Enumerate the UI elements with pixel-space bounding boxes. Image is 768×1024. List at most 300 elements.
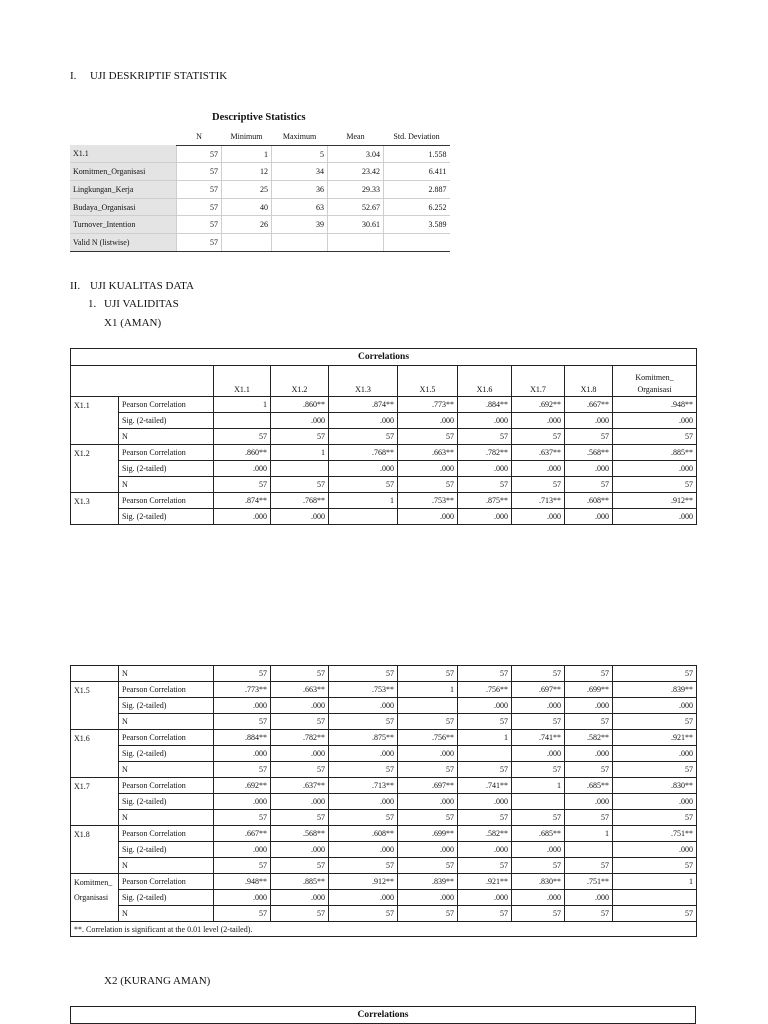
correlations-column-header: X1.2: [271, 366, 329, 397]
correlations-value-cell: .741**: [512, 730, 565, 746]
correlations-value-cell: .000: [214, 794, 271, 810]
correlations-column-header: Komitmen_ Organisasi: [613, 366, 697, 397]
correlations-value-cell: .000: [214, 890, 271, 906]
correlations-value-cell: .000: [512, 746, 565, 762]
descriptive-cell: 3.04: [328, 145, 384, 163]
correlations-value-cell: .000: [613, 698, 697, 714]
correlations-value-cell: .874**: [214, 493, 271, 509]
correlations-stat-label: N: [119, 762, 214, 778]
correlations-value-cell: .753**: [398, 493, 458, 509]
subsection-1-heading: [88, 298, 179, 310]
correlations-value-cell: [512, 794, 565, 810]
correlations-stat-label: Sig. (2-tailed): [119, 698, 214, 714]
correlations-value-cell: .000: [512, 698, 565, 714]
descriptive-stats-table: [70, 128, 450, 252]
correlations-value-cell: .000: [398, 509, 458, 525]
correlations-value-cell: .874**: [329, 397, 398, 413]
descriptive-cell: 34: [272, 163, 328, 181]
descriptive-header-std-deviation: Std. Deviation: [384, 128, 450, 145]
correlations-row: [71, 874, 697, 890]
correlations-value-cell: [271, 461, 329, 477]
correlations-value-cell: .885**: [271, 874, 329, 890]
correlations-stat-label: Sig. (2-tailed): [119, 413, 214, 429]
correlations-value-cell: .000: [458, 842, 512, 858]
correlations-value-cell: 57: [329, 714, 398, 730]
correlations-value-cell: .713**: [512, 493, 565, 509]
correlations-value-cell: .000: [565, 461, 613, 477]
correlations-value-cell: .608**: [329, 826, 398, 842]
correlations-value-cell: .000: [458, 698, 512, 714]
correlations-row: [71, 906, 697, 922]
descriptive-header-maximum: Maximum: [272, 128, 328, 145]
correlations-value-cell: 57: [565, 477, 613, 493]
correlations-value-cell: .741**: [458, 778, 512, 794]
correlations-value-cell: .860**: [271, 397, 329, 413]
correlations-value-cell: 57: [271, 906, 329, 922]
correlations-row: [71, 810, 697, 826]
correlations-column-header: X1.7: [512, 366, 565, 397]
correlations-value-cell: 57: [398, 666, 458, 682]
correlations-value-cell: .948**: [613, 397, 697, 413]
correlations-row: [71, 746, 697, 762]
correlations-row: [71, 698, 697, 714]
correlations-value-cell: 57: [398, 714, 458, 730]
correlations-value-cell: .751**: [565, 874, 613, 890]
correlations-stat-label: Pearson Correlation: [119, 493, 214, 509]
descriptive-row-label: Komitmen_Organisasi: [70, 163, 177, 181]
correlations-value-cell: .000: [512, 413, 565, 429]
correlations-corner-cell: [71, 366, 119, 397]
correlations-value-cell: .000: [329, 746, 398, 762]
correlations-value-cell: 57: [458, 429, 512, 445]
correlations-value-cell: .768**: [271, 493, 329, 509]
correlations-continued-variable-cell: [71, 666, 119, 682]
correlations-row: [71, 509, 697, 525]
correlations-value-cell: .582**: [565, 730, 613, 746]
correlations-value-cell: .000: [271, 794, 329, 810]
correlations-value-cell: 57: [458, 810, 512, 826]
correlations-value-cell: .697**: [512, 682, 565, 698]
correlations-value-cell: .921**: [458, 874, 512, 890]
correlations-stat-label: Sig. (2-tailed): [119, 890, 214, 906]
correlations-value-cell: .000: [398, 746, 458, 762]
correlations-table-x1-part2: [70, 665, 697, 937]
correlations-variable-label: Komitmen_ Organisasi: [71, 874, 119, 922]
correlations-value-cell: 57: [512, 429, 565, 445]
correlations-value-cell: .921**: [613, 730, 697, 746]
correlations-table-x2: [70, 1006, 696, 1024]
correlations-value-cell: 57: [512, 762, 565, 778]
correlations-column-header: X1.8: [565, 366, 613, 397]
correlations-title: Correlations: [71, 349, 697, 366]
correlations-value-cell: 57: [613, 810, 697, 826]
correlations-value-cell: .782**: [458, 445, 512, 461]
correlations-value-cell: .692**: [214, 778, 271, 794]
correlations-value-cell: 57: [613, 714, 697, 730]
descriptive-cell: 6.411: [384, 163, 450, 181]
correlations-value-cell: 57: [398, 429, 458, 445]
correlations-stat-label: Pearson Correlation: [119, 778, 214, 794]
correlations-value-cell: .663**: [271, 682, 329, 698]
correlations-value-cell: 1: [512, 778, 565, 794]
correlations-value-cell: 57: [512, 477, 565, 493]
correlations-value-cell: .000: [458, 413, 512, 429]
correlations-value-cell: .773**: [398, 397, 458, 413]
descriptive-header-n: N: [177, 128, 222, 145]
correlations-value-cell: 57: [613, 477, 697, 493]
correlations-value-cell: .667**: [214, 826, 271, 842]
correlations-value-cell: 57: [214, 429, 271, 445]
descriptive-stats-title: Descriptive Statistics: [212, 112, 306, 123]
correlations-stat-label: N: [119, 906, 214, 922]
correlations-value-cell: .000: [398, 413, 458, 429]
correlations-value-cell: .697**: [398, 778, 458, 794]
correlations-value-cell: 57: [613, 429, 697, 445]
correlations-variable-label: X1.2: [71, 445, 119, 493]
correlations-column-header: X1.3: [329, 366, 398, 397]
correlations-value-cell: .568**: [271, 826, 329, 842]
correlations-value-cell: .000: [458, 461, 512, 477]
correlations-value-cell: .000: [398, 461, 458, 477]
descriptive-header-minimum: Minimum: [222, 128, 272, 145]
descriptive-cell: 23.42: [328, 163, 384, 181]
descriptive-cell: 25: [222, 181, 272, 199]
correlations-value-cell: .000: [214, 842, 271, 858]
descriptive-row-label: Valid N (listwise): [70, 234, 177, 252]
correlations-value-cell: .568**: [565, 445, 613, 461]
correlations-value-cell: .000: [458, 890, 512, 906]
correlations-value-cell: .685**: [565, 778, 613, 794]
correlations-variable-label: X1.3: [71, 493, 119, 525]
descriptive-cell: 40: [222, 198, 272, 216]
correlations-value-cell: [329, 509, 398, 525]
correlations-value-cell: 57: [458, 762, 512, 778]
correlations-value-cell: .875**: [458, 493, 512, 509]
descriptive-cell: [222, 234, 272, 252]
correlations-table-x1-part1: [70, 348, 697, 525]
x2-kurang-aman-label: X2 (KURANG AMAN): [104, 975, 211, 987]
correlations-value-cell: .912**: [329, 874, 398, 890]
correlations-stat-label: Sig. (2-tailed): [119, 509, 214, 525]
correlations-value-cell: 57: [271, 714, 329, 730]
descriptive-cell: 57: [177, 234, 222, 252]
correlations-row: [71, 413, 697, 429]
section-2-number: II.: [70, 280, 81, 292]
section-2-title: UJI KUALITAS DATA: [90, 280, 194, 292]
correlations-value-cell: .875**: [329, 730, 398, 746]
correlations-value-cell: 1: [271, 445, 329, 461]
descriptive-header-row: [70, 128, 450, 145]
correlations-value-cell: .000: [329, 698, 398, 714]
correlations-row: [71, 730, 697, 746]
correlations-row: [71, 778, 697, 794]
correlations-value-cell: .000: [329, 890, 398, 906]
descriptive-cell: 57: [177, 145, 222, 163]
correlations-row: [71, 794, 697, 810]
correlations-value-cell: 57: [398, 906, 458, 922]
correlations-value-cell: .000: [565, 746, 613, 762]
correlations-row: [71, 493, 697, 509]
correlations-value-cell: 57: [214, 906, 271, 922]
correlations-value-cell: 1: [458, 730, 512, 746]
correlations-value-cell: .699**: [398, 826, 458, 842]
descriptive-row-label: Lingkungan_Kerja: [70, 181, 177, 199]
descriptive-corner-cell: [70, 128, 177, 145]
correlations-value-cell: .000: [565, 509, 613, 525]
correlations-value-cell: .000: [613, 413, 697, 429]
correlations-row: [71, 461, 697, 477]
correlations-stat-label: Sig. (2-tailed): [119, 794, 214, 810]
descriptive-cell: 29.33: [328, 181, 384, 199]
correlations-value-cell: 57: [458, 714, 512, 730]
correlations-value-cell: .756**: [398, 730, 458, 746]
correlations-value-cell: .884**: [458, 397, 512, 413]
correlations-value-cell: 57: [329, 810, 398, 826]
correlations-row: [71, 429, 697, 445]
correlations-value-cell: [214, 413, 271, 429]
descriptive-cell: 39: [272, 216, 328, 234]
correlations-x2-title-row: [71, 1007, 696, 1024]
descriptive-cell: 63: [272, 198, 328, 216]
correlations-value-cell: .000: [271, 842, 329, 858]
correlations-value-cell: .692**: [512, 397, 565, 413]
correlations-value-cell: .912**: [613, 493, 697, 509]
correlations-value-cell: .000: [565, 794, 613, 810]
descriptive-cell: 1.558: [384, 145, 450, 163]
correlations-value-cell: .753**: [329, 682, 398, 698]
correlations-value-cell: 57: [271, 858, 329, 874]
correlations-value-cell: 57: [214, 666, 271, 682]
correlations-row: [71, 397, 697, 413]
correlations-value-cell: .000: [512, 509, 565, 525]
correlations-footnote: **. Correlation is significant at the 0.01 level (2-tailed).: [71, 922, 697, 937]
correlations-value-cell: 57: [214, 762, 271, 778]
correlations-value-cell: .000: [613, 461, 697, 477]
correlations-value-cell: .000: [329, 794, 398, 810]
correlations-row: [71, 762, 697, 778]
correlations-value-cell: 57: [512, 858, 565, 874]
correlations-value-cell: .884**: [214, 730, 271, 746]
correlations-value-cell: .000: [214, 509, 271, 525]
correlations-value-cell: .830**: [613, 778, 697, 794]
correlations-row: [71, 890, 697, 906]
correlations-value-cell: .000: [329, 842, 398, 858]
subsection-1-number: 1.: [88, 298, 97, 310]
correlations-value-cell: .663**: [398, 445, 458, 461]
correlations-value-cell: .713**: [329, 778, 398, 794]
correlations-value-cell: .756**: [458, 682, 512, 698]
correlations-value-cell: .839**: [398, 874, 458, 890]
descriptive-cell: 57: [177, 198, 222, 216]
correlations-value-cell: 57: [329, 477, 398, 493]
correlations-value-cell: 57: [214, 810, 271, 826]
descriptive-cell: 57: [177, 163, 222, 181]
correlations-value-cell: 57: [398, 477, 458, 493]
correlations-row: [71, 714, 697, 730]
correlations-value-cell: .582**: [458, 826, 512, 842]
correlations-value-cell: .000: [271, 509, 329, 525]
correlations-value-cell: 1: [613, 874, 697, 890]
correlations-value-cell: .000: [613, 746, 697, 762]
correlations-value-cell: .000: [613, 842, 697, 858]
correlations-stat-label: Pearson Correlation: [119, 730, 214, 746]
correlations-value-cell: 57: [329, 858, 398, 874]
subsection-1-title: UJI VALIDITAS: [104, 298, 179, 310]
correlations-value-cell: .000: [398, 794, 458, 810]
descriptive-row: [70, 163, 450, 181]
correlations-stat-label: Sig. (2-tailed): [119, 461, 214, 477]
correlations-value-cell: 57: [565, 714, 613, 730]
correlations-value-cell: 57: [565, 810, 613, 826]
correlations-value-cell: .000: [271, 746, 329, 762]
correlations-value-cell: .637**: [271, 778, 329, 794]
descriptive-cell: 1: [222, 145, 272, 163]
correlations-value-cell: .000: [271, 890, 329, 906]
correlations-value-cell: .000: [458, 794, 512, 810]
correlations-row: [71, 826, 697, 842]
descriptive-cell: 2.887: [384, 181, 450, 199]
descriptive-cell: 26: [222, 216, 272, 234]
correlations-stat-label: Pearson Correlation: [119, 874, 214, 890]
correlations-value-cell: .000: [613, 509, 697, 525]
correlations-value-cell: [398, 698, 458, 714]
correlations-value-cell: 57: [398, 810, 458, 826]
correlations-row: [71, 666, 697, 682]
descriptive-cell: 3.589: [384, 216, 450, 234]
section-2-heading: [70, 280, 194, 292]
correlations-value-cell: .000: [214, 698, 271, 714]
descriptive-row: [70, 145, 450, 163]
correlations-value-cell: 57: [613, 906, 697, 922]
correlations-value-cell: 57: [565, 906, 613, 922]
correlations-row: [71, 445, 697, 461]
section-1-title: UJI DESKRIPTIF STATISTIK: [90, 70, 228, 82]
descriptive-cell: 57: [177, 181, 222, 199]
correlations-stat-label: Pearson Correlation: [119, 826, 214, 842]
correlations-value-cell: [458, 746, 512, 762]
correlations-value-cell: 57: [329, 906, 398, 922]
correlations-value-cell: .000: [565, 413, 613, 429]
x1-aman-label: X1 (AMAN): [104, 317, 162, 329]
correlations-value-cell: 57: [458, 666, 512, 682]
correlations-column-header: X1.1: [214, 366, 271, 397]
correlations-x2-title: Correlations: [71, 1007, 696, 1024]
correlations-value-cell: .782**: [271, 730, 329, 746]
correlations-value-cell: 57: [329, 762, 398, 778]
correlations-value-cell: .637**: [512, 445, 565, 461]
correlations-value-cell: 1: [565, 826, 613, 842]
correlations-stat-label: Pearson Correlation: [119, 397, 214, 413]
correlations-value-cell: .000: [329, 461, 398, 477]
correlations-stat-label: Sig. (2-tailed): [119, 842, 214, 858]
correlations-value-cell: .000: [458, 509, 512, 525]
correlations-value-cell: 57: [512, 810, 565, 826]
correlations-value-cell: .685**: [512, 826, 565, 842]
correlations-value-cell: 57: [271, 666, 329, 682]
descriptive-row: [70, 216, 450, 234]
correlations-value-cell: .667**: [565, 397, 613, 413]
descriptive-cell: 57: [177, 216, 222, 234]
correlations-value-cell: 57: [398, 858, 458, 874]
correlations-value-cell: 57: [329, 666, 398, 682]
correlations-corner-cell: [119, 366, 214, 397]
correlations-variable-label: X1.7: [71, 778, 119, 826]
correlations-value-cell: .000: [512, 890, 565, 906]
correlations-value-cell: .000: [565, 890, 613, 906]
correlations-value-cell: 57: [214, 858, 271, 874]
correlations-variable-label: X1.6: [71, 730, 119, 778]
correlations-value-cell: .000: [398, 890, 458, 906]
correlations-variable-label: X1.1: [71, 397, 119, 445]
correlations-value-cell: .885**: [613, 445, 697, 461]
correlations-value-cell: 1: [398, 682, 458, 698]
correlations-footnote-row: [71, 922, 697, 937]
correlations-stat-label: N: [119, 429, 214, 445]
correlations-stat-label: Pearson Correlation: [119, 682, 214, 698]
correlations-value-cell: 57: [565, 762, 613, 778]
descriptive-cell: 12: [222, 163, 272, 181]
correlations-value-cell: 57: [329, 429, 398, 445]
correlations-stat-label: N: [119, 714, 214, 730]
section-1-heading: [70, 70, 227, 82]
correlations-stat-label: N: [119, 666, 214, 682]
correlations-value-cell: 57: [458, 477, 512, 493]
descriptive-row-label: Budaya_Organisasi: [70, 198, 177, 216]
descriptive-cell: 6.252: [384, 198, 450, 216]
correlations-value-cell: .699**: [565, 682, 613, 698]
correlations-value-cell: 57: [512, 714, 565, 730]
descriptive-cell: 30.61: [328, 216, 384, 234]
correlations-value-cell: 57: [613, 762, 697, 778]
correlations-value-cell: .000: [329, 413, 398, 429]
correlations-stat-label: N: [119, 858, 214, 874]
descriptive-cell: [384, 234, 450, 252]
correlations-value-cell: 57: [565, 429, 613, 445]
descriptive-cell: 36: [272, 181, 328, 199]
correlations-stat-label: Sig. (2-tailed): [119, 746, 214, 762]
correlations-value-cell: .000: [512, 461, 565, 477]
correlations-value-cell: .773**: [214, 682, 271, 698]
correlations-value-cell: [613, 890, 697, 906]
descriptive-header-mean: Mean: [328, 128, 384, 145]
correlations-value-cell: [565, 842, 613, 858]
correlations-stat-label: N: [119, 810, 214, 826]
correlations-value-cell: 57: [565, 858, 613, 874]
correlations-row: [71, 682, 697, 698]
descriptive-row: [70, 198, 450, 216]
correlations-variable-label: X1.5: [71, 682, 119, 730]
correlations-value-cell: .000: [271, 413, 329, 429]
correlations-title-row: [71, 349, 697, 366]
correlations-header-row: [71, 366, 697, 397]
descriptive-cell: [328, 234, 384, 252]
correlations-value-cell: 57: [613, 858, 697, 874]
correlations-value-cell: .000: [398, 842, 458, 858]
correlations-value-cell: 57: [458, 858, 512, 874]
correlations-value-cell: .000: [565, 698, 613, 714]
correlations-value-cell: 57: [398, 762, 458, 778]
correlations-value-cell: .768**: [329, 445, 398, 461]
correlations-value-cell: .830**: [512, 874, 565, 890]
correlations-row: [71, 842, 697, 858]
correlations-value-cell: .948**: [214, 874, 271, 890]
descriptive-row: [70, 181, 450, 199]
correlations-value-cell: .000: [512, 842, 565, 858]
descriptive-cell: [272, 234, 328, 252]
correlations-value-cell: .751**: [613, 826, 697, 842]
descriptive-row-label: X1.1: [70, 145, 177, 163]
descriptive-row: [70, 234, 450, 252]
